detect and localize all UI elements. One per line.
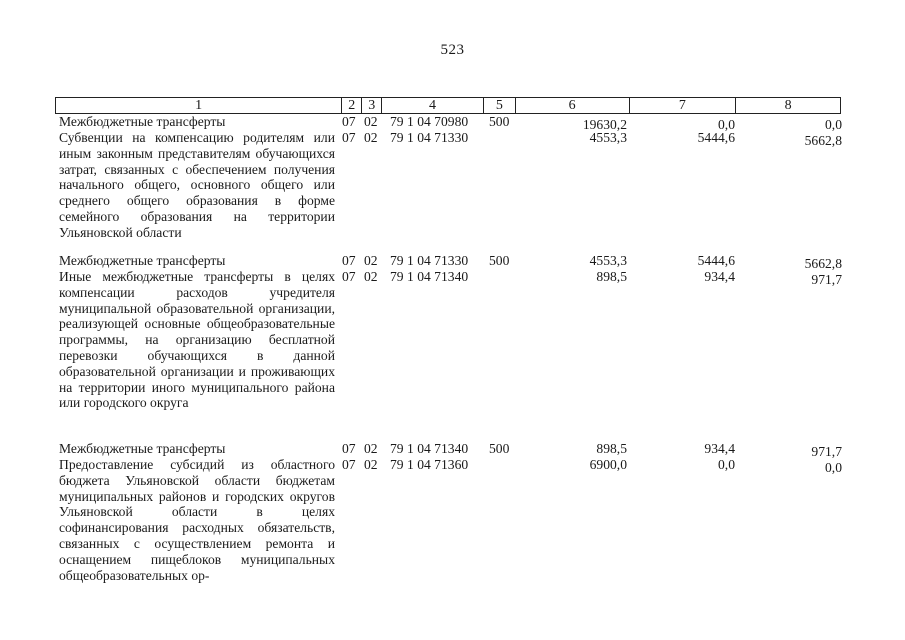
row-name: Субвенции на компенсацию родителям или иным законным представителям обучающихся затрат, связанных с обеспечением получения начального общего, основного общего или среднего общего образования в форме семейного образования на территории Ульяновской области	[59, 130, 335, 240]
row-value-col8: 0,0	[825, 460, 842, 475]
row-value-col6: 19630,2	[582, 117, 627, 132]
row-name: Межбюджетные трансферты	[59, 114, 226, 129]
header-col-8: 8	[784, 98, 792, 113]
row-value-col6: 898,5	[596, 269, 627, 284]
row-value-col8: 971,7	[811, 272, 842, 287]
header-col-6: 6	[516, 98, 630, 113]
row-subsection: 02	[364, 269, 378, 284]
row-value-col7: 934,4	[704, 441, 735, 456]
row-target-code: 79 1 04 71340	[390, 269, 469, 284]
header-col-7: 7	[630, 98, 737, 113]
row-expense-type: 500	[489, 441, 510, 456]
row-subsection: 02	[364, 114, 378, 129]
row-section: 07	[342, 457, 356, 472]
row-subsection: 02	[364, 441, 378, 456]
row-section: 07	[342, 114, 356, 129]
row-value-col7: 934,4	[704, 269, 735, 284]
page-number: 523	[440, 42, 465, 58]
row-value-col7: 0,0	[718, 117, 735, 132]
row-name: Иные межбюджетные трансферты в целях компенсации расходов учредителя муниципальной образовательной организации, реализующей основные общеобразовательные программы, на организацию бесплатной перевозки обучающихся в данной образовательной организации и проживающих на территории иного муниципального района или городского округа	[59, 269, 335, 411]
row-name: Межбюджетные трансферты	[59, 253, 226, 268]
row-target-code: 79 1 04 71330	[390, 130, 469, 145]
row-expense-type: 500	[489, 253, 510, 268]
row-target-code: 79 1 04 70980	[390, 114, 469, 129]
row-value-col6: 4553,3	[589, 253, 627, 268]
header-col-5: 5	[484, 98, 516, 113]
row-value-col8: 5662,8	[804, 133, 842, 148]
row-value-col8: 971,7	[811, 444, 842, 459]
header-col-2: 2	[342, 98, 362, 113]
row-target-code: 79 1 04 71360	[390, 457, 469, 472]
header-col-4: 4	[382, 98, 484, 113]
header-col-3: 3	[362, 98, 382, 113]
row-value-col7: 5444,6	[697, 130, 735, 145]
row-target-code: 79 1 04 71340	[390, 441, 469, 456]
row-subsection: 02	[364, 130, 378, 145]
row-value-col8: 0,0	[825, 117, 842, 132]
row-value-col7: 0,0	[718, 457, 735, 472]
row-section: 07	[342, 253, 356, 268]
row-section: 07	[342, 269, 356, 284]
row-target-code: 79 1 04 71330	[390, 253, 469, 268]
row-expense-type: 500	[489, 114, 510, 129]
row-value-col6: 898,5	[596, 441, 627, 456]
row-value-col6: 6900,0	[589, 457, 627, 472]
row-subsection: 02	[364, 457, 378, 472]
row-subsection: 02	[364, 253, 378, 268]
row-value-col7: 5444,6	[697, 253, 735, 268]
table-header	[55, 97, 841, 114]
row-value-col8: 5662,8	[804, 256, 842, 271]
row-value-col6: 4553,3	[589, 130, 627, 145]
row-name: Предоставление субсидий из областного бюджета Ульяновской области бюджетам муниципальных районов и городских округов Ульяновской области в целях софинансирования расходных обязательств, связанных с осуществлением ремонта и оснащением пищеблоков муниципальных общеобразовательных ор-	[59, 457, 335, 583]
row-section: 07	[342, 130, 356, 145]
row-name: Межбюджетные трансферты	[59, 441, 226, 456]
header-col-1: 1	[56, 98, 342, 113]
row-section: 07	[342, 441, 356, 456]
